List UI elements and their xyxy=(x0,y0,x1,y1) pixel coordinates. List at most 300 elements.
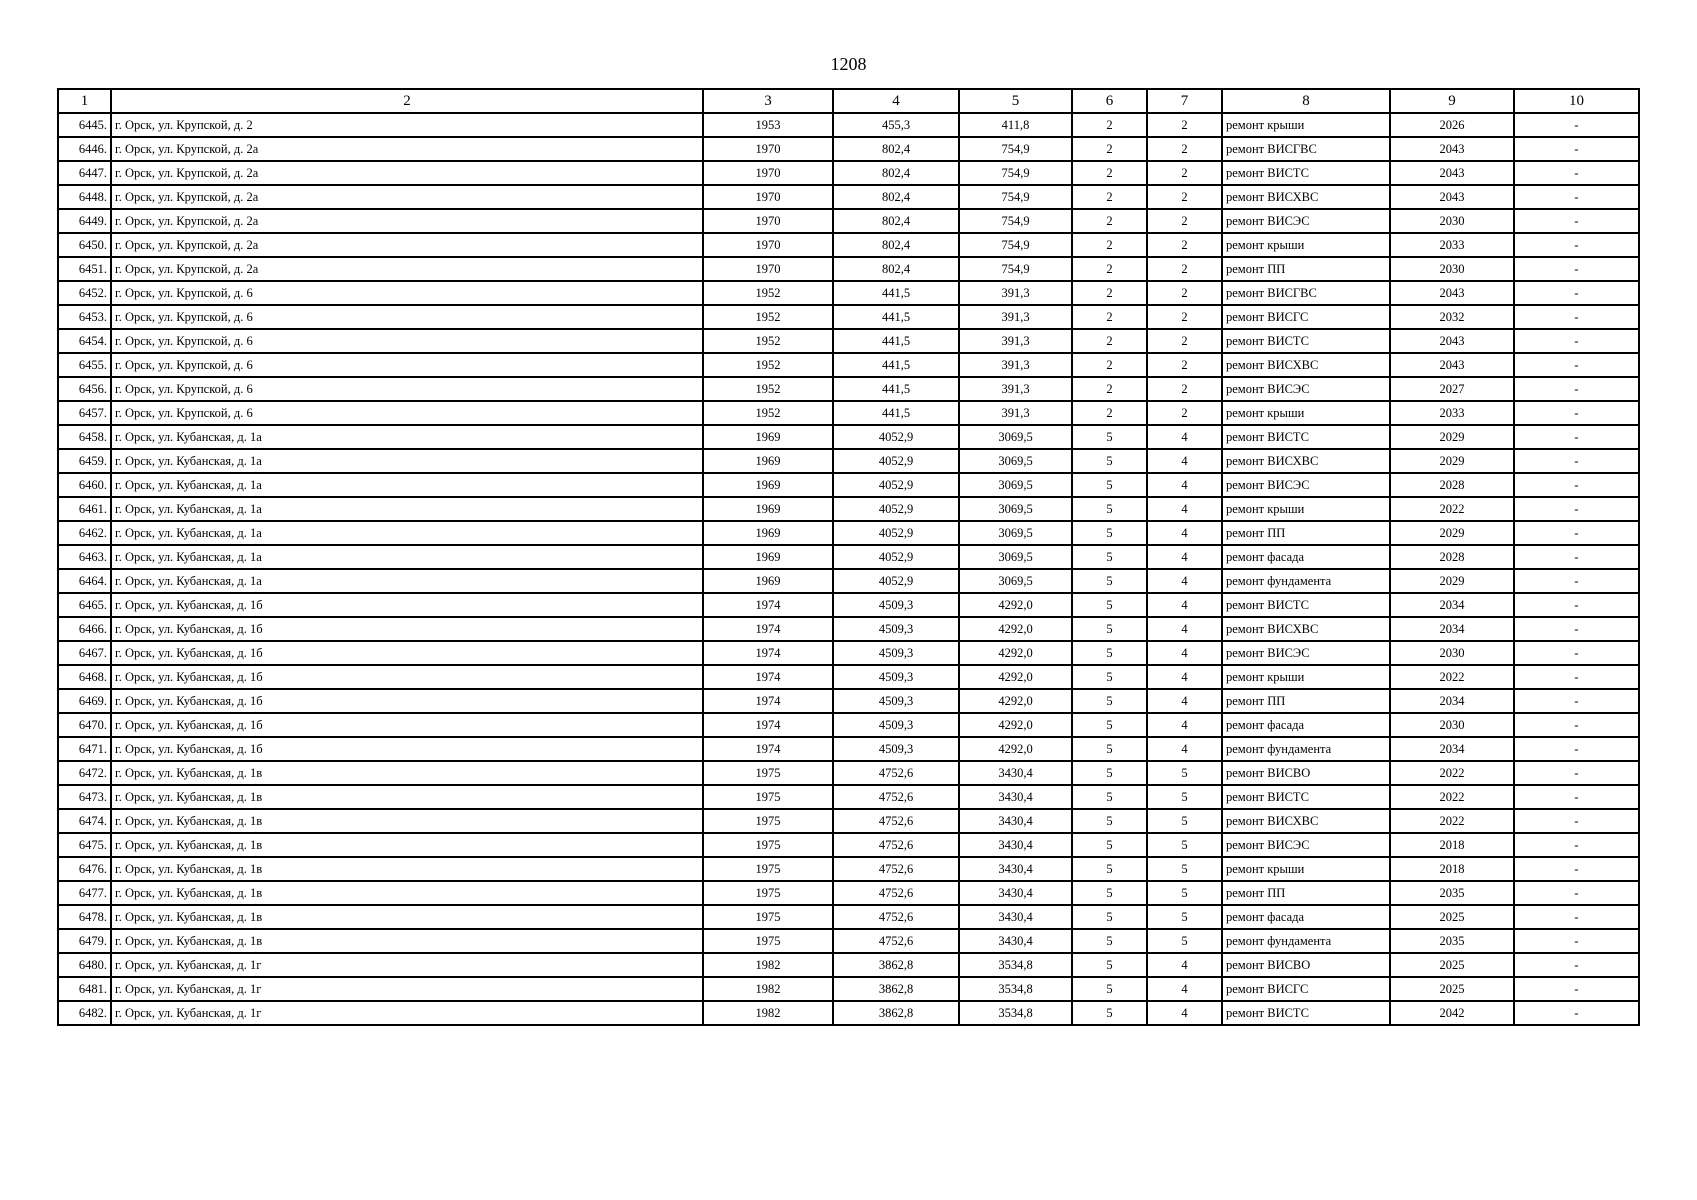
year-built-cell: 1952 xyxy=(703,377,833,401)
note-cell: - xyxy=(1514,377,1639,401)
table-row xyxy=(58,761,1639,785)
table-row xyxy=(58,425,1639,449)
floors-cell: 5 xyxy=(1072,689,1147,713)
table-row xyxy=(58,449,1639,473)
table-row xyxy=(58,353,1639,377)
total-area-cell: 4509,3 xyxy=(833,689,959,713)
table-row xyxy=(58,473,1639,497)
year-built-cell: 1975 xyxy=(703,857,833,881)
living-area-cell: 3069,5 xyxy=(959,569,1072,593)
planned-year-cell: 2029 xyxy=(1390,425,1514,449)
total-area-cell: 802,4 xyxy=(833,209,959,233)
address-cell: г. Орск, ул. Кубанская, д. 1а xyxy=(111,473,703,497)
floors-cell: 5 xyxy=(1072,665,1147,689)
living-area-cell: 4292,0 xyxy=(959,713,1072,737)
table-row xyxy=(58,1001,1639,1025)
note-cell: - xyxy=(1514,521,1639,545)
address-cell: г. Орск, ул. Крупской, д. 6 xyxy=(111,329,703,353)
work-type-cell: ремонт фундамента xyxy=(1222,929,1390,953)
living-area-cell: 391,3 xyxy=(959,329,1072,353)
year-built-cell: 1974 xyxy=(703,641,833,665)
note-cell: - xyxy=(1514,209,1639,233)
entrances-cell: 4 xyxy=(1147,497,1222,521)
year-built-cell: 1982 xyxy=(703,953,833,977)
planned-year-cell: 2034 xyxy=(1390,689,1514,713)
table-row xyxy=(58,593,1639,617)
planned-year-cell: 2018 xyxy=(1390,833,1514,857)
year-built-cell: 1974 xyxy=(703,593,833,617)
row-number-cell: 6475. xyxy=(58,833,111,857)
entrances-cell: 4 xyxy=(1147,593,1222,617)
row-number-cell: 6446. xyxy=(58,137,111,161)
living-area-cell: 3069,5 xyxy=(959,449,1072,473)
total-area-cell: 4752,6 xyxy=(833,929,959,953)
note-cell: - xyxy=(1514,953,1639,977)
total-area-cell: 441,5 xyxy=(833,281,959,305)
note-cell: - xyxy=(1514,497,1639,521)
entrances-cell: 4 xyxy=(1147,521,1222,545)
row-number-cell: 6464. xyxy=(58,569,111,593)
planned-year-cell: 2030 xyxy=(1390,641,1514,665)
work-type-cell: ремонт крыши xyxy=(1222,497,1390,521)
work-type-cell: ремонт ВИСЭС xyxy=(1222,209,1390,233)
living-area-cell: 391,3 xyxy=(959,401,1072,425)
total-area-cell: 441,5 xyxy=(833,353,959,377)
entrances-cell: 2 xyxy=(1147,257,1222,281)
living-area-cell: 754,9 xyxy=(959,233,1072,257)
address-cell: г. Орск, ул. Крупской, д. 2а xyxy=(111,209,703,233)
floors-cell: 5 xyxy=(1072,593,1147,617)
address-cell: г. Орск, ул. Кубанская, д. 1в xyxy=(111,857,703,881)
address-cell: г. Орск, ул. Кубанская, д. 1в xyxy=(111,785,703,809)
note-cell: - xyxy=(1514,617,1639,641)
table-row xyxy=(58,113,1639,137)
address-cell: г. Орск, ул. Кубанская, д. 1б xyxy=(111,641,703,665)
year-built-cell: 1974 xyxy=(703,737,833,761)
planned-year-cell: 2028 xyxy=(1390,545,1514,569)
note-cell: - xyxy=(1514,545,1639,569)
entrances-cell: 2 xyxy=(1147,209,1222,233)
floors-cell: 5 xyxy=(1072,641,1147,665)
year-built-cell: 1982 xyxy=(703,1001,833,1025)
total-area-cell: 4509,3 xyxy=(833,713,959,737)
work-type-cell: ремонт ВИСЭС xyxy=(1222,833,1390,857)
table-row xyxy=(58,977,1639,1001)
entrances-cell: 2 xyxy=(1147,161,1222,185)
work-type-cell: ремонт крыши xyxy=(1222,857,1390,881)
column-header: 7 xyxy=(1147,89,1222,113)
address-cell: г. Орск, ул. Кубанская, д. 1б xyxy=(111,593,703,617)
entrances-cell: 5 xyxy=(1147,809,1222,833)
work-type-cell: ремонт ВИСЭС xyxy=(1222,473,1390,497)
note-cell: - xyxy=(1514,305,1639,329)
note-cell: - xyxy=(1514,161,1639,185)
note-cell: - xyxy=(1514,233,1639,257)
entrances-cell: 5 xyxy=(1147,905,1222,929)
floors-cell: 5 xyxy=(1072,929,1147,953)
floors-cell: 2 xyxy=(1072,113,1147,137)
address-cell: г. Орск, ул. Кубанская, д. 1г xyxy=(111,953,703,977)
year-built-cell: 1975 xyxy=(703,809,833,833)
work-type-cell: ремонт крыши xyxy=(1222,233,1390,257)
floors-cell: 5 xyxy=(1072,497,1147,521)
row-number-cell: 6477. xyxy=(58,881,111,905)
total-area-cell: 4752,6 xyxy=(833,785,959,809)
note-cell: - xyxy=(1514,257,1639,281)
row-number-cell: 6455. xyxy=(58,353,111,377)
table-row xyxy=(58,257,1639,281)
entrances-cell: 4 xyxy=(1147,1001,1222,1025)
planned-year-cell: 2022 xyxy=(1390,785,1514,809)
row-number-cell: 6458. xyxy=(58,425,111,449)
year-built-cell: 1952 xyxy=(703,353,833,377)
planned-year-cell: 2029 xyxy=(1390,569,1514,593)
total-area-cell: 802,4 xyxy=(833,137,959,161)
table-row xyxy=(58,857,1639,881)
address-cell: г. Орск, ул. Крупской, д. 2а xyxy=(111,185,703,209)
total-area-cell: 3862,8 xyxy=(833,1001,959,1025)
work-type-cell: ремонт ВИСХВС xyxy=(1222,185,1390,209)
planned-year-cell: 2033 xyxy=(1390,233,1514,257)
address-cell: г. Орск, ул. Кубанская, д. 1б xyxy=(111,737,703,761)
entrances-cell: 4 xyxy=(1147,977,1222,1001)
planned-year-cell: 2030 xyxy=(1390,209,1514,233)
planned-year-cell: 2028 xyxy=(1390,473,1514,497)
work-type-cell: ремонт ПП xyxy=(1222,521,1390,545)
total-area-cell: 4052,9 xyxy=(833,473,959,497)
year-built-cell: 1974 xyxy=(703,713,833,737)
address-cell: г. Орск, ул. Кубанская, д. 1а xyxy=(111,449,703,473)
column-header: 9 xyxy=(1390,89,1514,113)
row-number-cell: 6457. xyxy=(58,401,111,425)
living-area-cell: 754,9 xyxy=(959,185,1072,209)
address-cell: г. Орск, ул. Кубанская, д. 1б xyxy=(111,713,703,737)
address-cell: г. Орск, ул. Крупской, д. 6 xyxy=(111,305,703,329)
row-number-cell: 6479. xyxy=(58,929,111,953)
total-area-cell: 4752,6 xyxy=(833,905,959,929)
floors-cell: 5 xyxy=(1072,617,1147,641)
living-area-cell: 391,3 xyxy=(959,353,1072,377)
living-area-cell: 3534,8 xyxy=(959,977,1072,1001)
living-area-cell: 3430,4 xyxy=(959,809,1072,833)
work-type-cell: ремонт ВИСГВС xyxy=(1222,137,1390,161)
planned-year-cell: 2022 xyxy=(1390,761,1514,785)
note-cell: - xyxy=(1514,401,1639,425)
note-cell: - xyxy=(1514,353,1639,377)
row-number-cell: 6454. xyxy=(58,329,111,353)
entrances-cell: 4 xyxy=(1147,953,1222,977)
living-area-cell: 4292,0 xyxy=(959,665,1072,689)
living-area-cell: 4292,0 xyxy=(959,689,1072,713)
entrances-cell: 4 xyxy=(1147,473,1222,497)
note-cell: - xyxy=(1514,185,1639,209)
note-cell: - xyxy=(1514,881,1639,905)
table-row xyxy=(58,305,1639,329)
planned-year-cell: 2032 xyxy=(1390,305,1514,329)
row-number-cell: 6448. xyxy=(58,185,111,209)
total-area-cell: 4509,3 xyxy=(833,737,959,761)
work-type-cell: ремонт ВИСХВС xyxy=(1222,449,1390,473)
note-cell: - xyxy=(1514,593,1639,617)
floors-cell: 5 xyxy=(1072,977,1147,1001)
note-cell: - xyxy=(1514,665,1639,689)
row-number-cell: 6472. xyxy=(58,761,111,785)
floors-cell: 2 xyxy=(1072,161,1147,185)
table-body xyxy=(58,113,1639,1025)
floors-cell: 2 xyxy=(1072,137,1147,161)
row-number-cell: 6461. xyxy=(58,497,111,521)
note-cell: - xyxy=(1514,641,1639,665)
entrances-cell: 2 xyxy=(1147,377,1222,401)
planned-year-cell: 2035 xyxy=(1390,881,1514,905)
year-built-cell: 1974 xyxy=(703,665,833,689)
work-type-cell: ремонт крыши xyxy=(1222,401,1390,425)
column-header: 1 xyxy=(58,89,111,113)
note-cell: - xyxy=(1514,785,1639,809)
address-cell: г. Орск, ул. Кубанская, д. 1а xyxy=(111,497,703,521)
address-cell: г. Орск, ул. Кубанская, д. 1г xyxy=(111,1001,703,1025)
entrances-cell: 4 xyxy=(1147,737,1222,761)
entrances-cell: 4 xyxy=(1147,665,1222,689)
planned-year-cell: 2025 xyxy=(1390,953,1514,977)
table-row xyxy=(58,905,1639,929)
work-type-cell: ремонт ПП xyxy=(1222,257,1390,281)
total-area-cell: 3862,8 xyxy=(833,953,959,977)
living-area-cell: 3430,4 xyxy=(959,785,1072,809)
planned-year-cell: 2033 xyxy=(1390,401,1514,425)
floors-cell: 2 xyxy=(1072,257,1147,281)
work-type-cell: ремонт фасада xyxy=(1222,713,1390,737)
planned-year-cell: 2034 xyxy=(1390,593,1514,617)
row-number-cell: 6468. xyxy=(58,665,111,689)
planned-year-cell: 2029 xyxy=(1390,449,1514,473)
address-cell: г. Орск, ул. Кубанская, д. 1а xyxy=(111,425,703,449)
note-cell: - xyxy=(1514,977,1639,1001)
address-cell: г. Орск, ул. Кубанская, д. 1в xyxy=(111,761,703,785)
living-area-cell: 754,9 xyxy=(959,209,1072,233)
year-built-cell: 1970 xyxy=(703,137,833,161)
address-cell: г. Орск, ул. Кубанская, д. 1а xyxy=(111,569,703,593)
total-area-cell: 4509,3 xyxy=(833,593,959,617)
address-cell: г. Орск, ул. Кубанская, д. 1в xyxy=(111,809,703,833)
work-type-cell: ремонт крыши xyxy=(1222,665,1390,689)
floors-cell: 5 xyxy=(1072,761,1147,785)
total-area-cell: 4052,9 xyxy=(833,521,959,545)
note-cell: - xyxy=(1514,329,1639,353)
year-built-cell: 1969 xyxy=(703,425,833,449)
total-area-cell: 4052,9 xyxy=(833,449,959,473)
address-cell: г. Орск, ул. Кубанская, д. 1в xyxy=(111,833,703,857)
living-area-cell: 3430,4 xyxy=(959,833,1072,857)
row-number-cell: 6467. xyxy=(58,641,111,665)
table-row xyxy=(58,377,1639,401)
total-area-cell: 802,4 xyxy=(833,161,959,185)
work-type-cell: ремонт ВИСТС xyxy=(1222,425,1390,449)
total-area-cell: 4509,3 xyxy=(833,617,959,641)
note-cell: - xyxy=(1514,569,1639,593)
row-number-cell: 6447. xyxy=(58,161,111,185)
address-cell: г. Орск, ул. Кубанская, д. 1в xyxy=(111,881,703,905)
year-built-cell: 1975 xyxy=(703,833,833,857)
total-area-cell: 4052,9 xyxy=(833,545,959,569)
address-cell: г. Орск, ул. Кубанская, д. 1в xyxy=(111,905,703,929)
address-cell: г. Орск, ул. Кубанская, д. 1б xyxy=(111,617,703,641)
planned-year-cell: 2043 xyxy=(1390,185,1514,209)
entrances-cell: 4 xyxy=(1147,545,1222,569)
table-row xyxy=(58,617,1639,641)
page-number: 1208 xyxy=(830,54,867,74)
table-row xyxy=(58,569,1639,593)
note-cell: - xyxy=(1514,737,1639,761)
total-area-cell: 4752,6 xyxy=(833,881,959,905)
address-cell: г. Орск, ул. Крупской, д. 6 xyxy=(111,281,703,305)
total-area-cell: 455,3 xyxy=(833,113,959,137)
year-built-cell: 1970 xyxy=(703,257,833,281)
entrances-cell: 2 xyxy=(1147,353,1222,377)
entrances-cell: 4 xyxy=(1147,425,1222,449)
row-number-cell: 6456. xyxy=(58,377,111,401)
entrances-cell: 2 xyxy=(1147,113,1222,137)
year-built-cell: 1975 xyxy=(703,761,833,785)
living-area-cell: 3430,4 xyxy=(959,881,1072,905)
table-row xyxy=(58,161,1639,185)
living-area-cell: 391,3 xyxy=(959,281,1072,305)
total-area-cell: 4752,6 xyxy=(833,809,959,833)
row-number-cell: 6480. xyxy=(58,953,111,977)
year-built-cell: 1969 xyxy=(703,569,833,593)
total-area-cell: 4509,3 xyxy=(833,665,959,689)
note-cell: - xyxy=(1514,929,1639,953)
work-type-cell: ремонт ВИСТС xyxy=(1222,161,1390,185)
entrances-cell: 2 xyxy=(1147,401,1222,425)
year-built-cell: 1952 xyxy=(703,401,833,425)
year-built-cell: 1969 xyxy=(703,497,833,521)
total-area-cell: 4752,6 xyxy=(833,833,959,857)
planned-year-cell: 2034 xyxy=(1390,737,1514,761)
table-row xyxy=(58,713,1639,737)
floors-cell: 5 xyxy=(1072,473,1147,497)
living-area-cell: 3069,5 xyxy=(959,521,1072,545)
note-cell: - xyxy=(1514,833,1639,857)
year-built-cell: 1970 xyxy=(703,209,833,233)
note-cell: - xyxy=(1514,761,1639,785)
work-type-cell: ремонт ВИСЭС xyxy=(1222,641,1390,665)
address-cell: г. Орск, ул. Крупской, д. 2 xyxy=(111,113,703,137)
address-cell: г. Орск, ул. Крупской, д. 2а xyxy=(111,137,703,161)
row-number-cell: 6449. xyxy=(58,209,111,233)
work-type-cell: ремонт ВИСВО xyxy=(1222,761,1390,785)
planned-year-cell: 2042 xyxy=(1390,1001,1514,1025)
floors-cell: 5 xyxy=(1072,833,1147,857)
entrances-cell: 4 xyxy=(1147,713,1222,737)
total-area-cell: 802,4 xyxy=(833,185,959,209)
floors-cell: 5 xyxy=(1072,521,1147,545)
row-number-cell: 6466. xyxy=(58,617,111,641)
column-header: 10 xyxy=(1514,89,1639,113)
planned-year-cell: 2025 xyxy=(1390,905,1514,929)
table-row xyxy=(58,209,1639,233)
planned-year-cell: 2025 xyxy=(1390,977,1514,1001)
row-number-cell: 6451. xyxy=(58,257,111,281)
table-row xyxy=(58,809,1639,833)
floors-cell: 2 xyxy=(1072,281,1147,305)
address-cell: г. Орск, ул. Крупской, д. 6 xyxy=(111,353,703,377)
entrances-cell: 2 xyxy=(1147,233,1222,257)
living-area-cell: 3534,8 xyxy=(959,1001,1072,1025)
entrances-cell: 2 xyxy=(1147,137,1222,161)
entrances-cell: 5 xyxy=(1147,881,1222,905)
living-area-cell: 3430,4 xyxy=(959,761,1072,785)
planned-year-cell: 2043 xyxy=(1390,353,1514,377)
table-row xyxy=(58,401,1639,425)
planned-year-cell: 2043 xyxy=(1390,329,1514,353)
year-built-cell: 1952 xyxy=(703,281,833,305)
address-cell: г. Орск, ул. Крупской, д. 2а xyxy=(111,233,703,257)
entrances-cell: 5 xyxy=(1147,833,1222,857)
entrances-cell: 4 xyxy=(1147,617,1222,641)
planned-year-cell: 2027 xyxy=(1390,377,1514,401)
living-area-cell: 3069,5 xyxy=(959,497,1072,521)
floors-cell: 2 xyxy=(1072,185,1147,209)
note-cell: - xyxy=(1514,713,1639,737)
work-type-cell: ремонт ВИСТС xyxy=(1222,785,1390,809)
year-built-cell: 1970 xyxy=(703,161,833,185)
year-built-cell: 1975 xyxy=(703,881,833,905)
living-area-cell: 4292,0 xyxy=(959,641,1072,665)
living-area-cell: 3430,4 xyxy=(959,929,1072,953)
entrances-cell: 2 xyxy=(1147,281,1222,305)
note-cell: - xyxy=(1514,809,1639,833)
work-type-cell: ремонт фундамента xyxy=(1222,569,1390,593)
table-row xyxy=(58,881,1639,905)
table-header-row xyxy=(58,89,1639,113)
planned-year-cell: 2026 xyxy=(1390,113,1514,137)
row-number-cell: 6452. xyxy=(58,281,111,305)
table-row xyxy=(58,497,1639,521)
table-row xyxy=(58,137,1639,161)
row-number-cell: 6482. xyxy=(58,1001,111,1025)
table-row xyxy=(58,545,1639,569)
row-number-cell: 6471. xyxy=(58,737,111,761)
total-area-cell: 3862,8 xyxy=(833,977,959,1001)
entrances-cell: 5 xyxy=(1147,929,1222,953)
entrances-cell: 5 xyxy=(1147,785,1222,809)
floors-cell: 2 xyxy=(1072,329,1147,353)
work-type-cell: ремонт фундамента xyxy=(1222,737,1390,761)
total-area-cell: 802,4 xyxy=(833,257,959,281)
year-built-cell: 1982 xyxy=(703,977,833,1001)
floors-cell: 5 xyxy=(1072,905,1147,929)
floors-cell: 5 xyxy=(1072,737,1147,761)
floors-cell: 5 xyxy=(1072,809,1147,833)
work-type-cell: ремонт крыши xyxy=(1222,113,1390,137)
living-area-cell: 3430,4 xyxy=(959,905,1072,929)
table-row xyxy=(58,641,1639,665)
address-cell: г. Орск, ул. Кубанская, д. 1б xyxy=(111,689,703,713)
note-cell: - xyxy=(1514,281,1639,305)
total-area-cell: 441,5 xyxy=(833,401,959,425)
living-area-cell: 754,9 xyxy=(959,257,1072,281)
year-built-cell: 1969 xyxy=(703,473,833,497)
entrances-cell: 2 xyxy=(1147,185,1222,209)
planned-year-cell: 2043 xyxy=(1390,281,1514,305)
living-area-cell: 4292,0 xyxy=(959,737,1072,761)
entrances-cell: 2 xyxy=(1147,329,1222,353)
living-area-cell: 3069,5 xyxy=(959,473,1072,497)
note-cell: - xyxy=(1514,137,1639,161)
year-built-cell: 1975 xyxy=(703,785,833,809)
year-built-cell: 1974 xyxy=(703,617,833,641)
